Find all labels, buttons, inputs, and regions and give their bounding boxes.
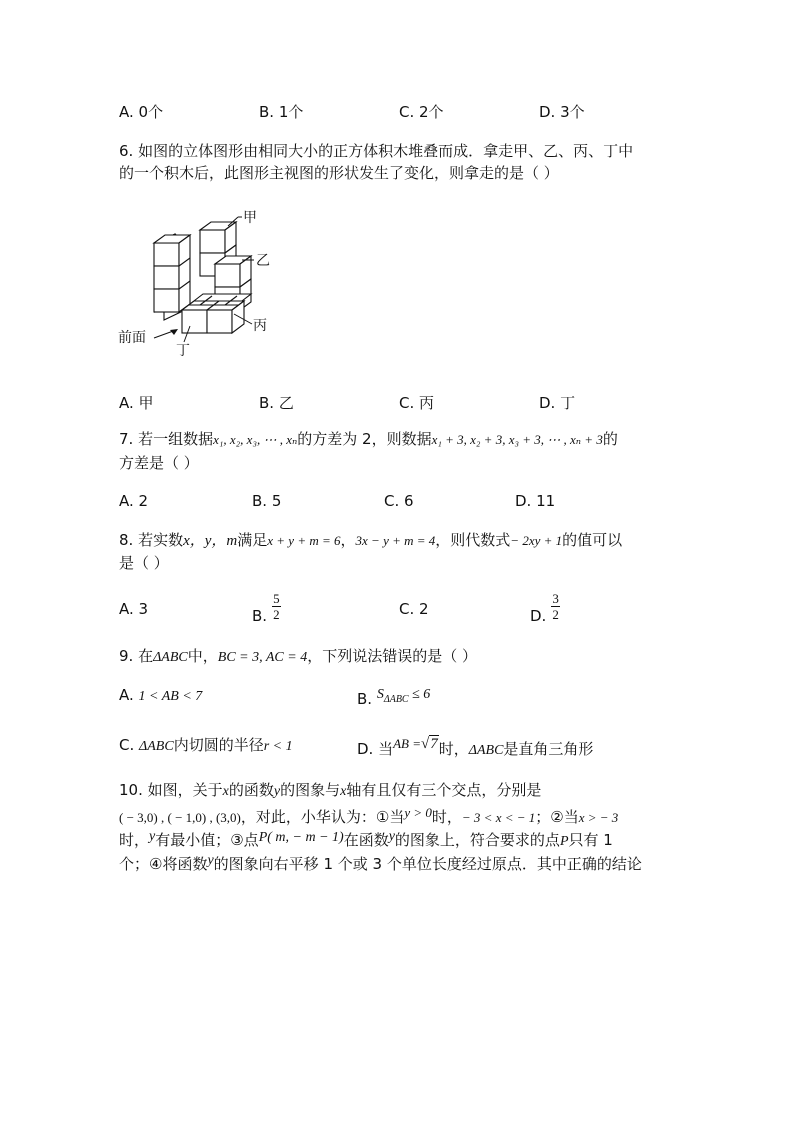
q8-mid2: ，则代数式 [435,531,511,549]
q9-condition: BC = 3, AC = 4 [217,650,308,665]
q6-option-d: D. 丁 [539,394,576,412]
q8-option-b [252,592,281,625]
left-stack-cube-top [154,243,179,266]
q8-option-b-den: 2 [273,607,280,622]
q8-option-b-fraction [272,592,281,621]
q7-data1: x₁, x₂, x₃, ⋯ , xₙ [213,432,298,447]
q10-l1a: 10. 如图，关于 [119,781,223,799]
q9-option-b-s: S [376,687,384,702]
q9-option-b-expr [376,687,431,705]
q10-l4b: 的图象向右平移 1 个或 3 个单位长度经过原点．其中正确的结论 [213,855,642,873]
q7-option-d: D. 11 [515,492,556,510]
q9-option-c [119,734,293,755]
q9-option-a [119,686,202,705]
q8-stem-line1 [119,530,622,551]
q8-option-a: A. 3 [119,600,149,618]
label-yi: 乙 [256,253,270,269]
q10-l2a: ，对此，小华认为：①当 [240,808,405,826]
q8-eq1: x + y + m = 6 [267,533,341,548]
q9-option-c-label: C. [119,736,135,754]
q10-range1: − 3 < x < − 1 [461,810,536,825]
q10-l4a: 个；④将函数 [119,855,208,873]
q9-option-a-expr: 1 < AB < 7 [138,689,203,704]
q9-option-c-text: 内切圆的半径 [173,736,264,754]
q8-option-d-label: D. [530,607,547,625]
q8-vars: x，y，m [183,533,238,549]
cube-bing-front [207,310,232,333]
q7-option-c: C. 6 [384,492,414,510]
cube-yi-front [215,264,240,287]
q10-points: ( − 3,0) , ( − 1,0) , (3,0) [119,810,241,825]
q9-option-b-rest: ≤ 6 [408,687,431,702]
q5-option-b: B. 1个 [259,103,304,121]
q9-option-d [357,736,593,759]
q6-option-b: B. 乙 [259,394,294,412]
q8-option-d-num: 3 [552,591,559,606]
q8-option-d [530,592,560,625]
label-front: 前面 [118,330,146,346]
left-stack-cube-mid [154,266,179,289]
q9-option-d-tri: ΔABC [468,743,504,758]
q5-option-d: D. 3个 [539,103,585,121]
q6-stem-line2: 的一个积木后，此图形主视图的形状发生了变化，则拿走的是（ ） [119,164,559,182]
q8-option-d-den: 2 [552,607,559,622]
q9-option-b-label: B. [357,690,373,708]
label-jia: 甲 [243,210,257,226]
q9-option-b [357,684,430,708]
q10-cond2: x > − 3 [578,810,619,825]
q7-stem-line2: 方差是（ ） [119,454,199,472]
q9-mid: 中， [187,647,218,665]
q10-l3c: 在函数 [343,831,389,849]
q10-line2 [119,803,618,828]
q9-option-c-expr: r < 1 [263,739,293,754]
q8-option-d-fraction [551,592,560,621]
q10-line4 [119,851,642,874]
q8-stem-line2: 是（ ） [119,554,169,572]
q10-l1c: 的图象与 [280,781,341,799]
q10-line3 [119,827,613,852]
q10-l2b: 时， [431,808,462,826]
q9-prefix: 9. 在 [119,647,154,665]
q9-option-d-end: 是直角三角形 [503,740,594,758]
q10-cond1: y > 0 [404,805,432,820]
q9-option-d-ab: AB = [393,736,421,751]
label-ding: 丁 [176,343,190,359]
q7-option-b: B. 5 [252,492,282,510]
q10-l3d: 的图象上，符合要求的点 [394,831,560,849]
q10-x1: x [222,784,229,799]
q8-eq2: 3x − y + m = 4 [355,533,436,548]
q10-l3b: 有最小值；③点 [155,831,259,849]
q7-suffix: 的 [602,430,618,448]
q9-stem [119,646,477,668]
q9-triangle: ΔABC [153,650,188,665]
q10-l1b: 的函数 [228,781,274,799]
q9-option-b-sub: ΔABC [383,693,409,705]
q9-option-d-radicand: 7 [430,736,438,752]
q10-x2: x [340,784,347,799]
q6-stem-line1: 6. 如图的立体图形由相同大小的正方体积木堆叠而成．拿走甲、乙、丙、丁中 [119,142,634,160]
q8-mid: 满足 [237,531,268,549]
q8-prefix: 8. 若实数 [119,531,184,549]
q9-suffix: ，下列说法错误的是（ ） [307,647,477,665]
q8-option-c: C. 2 [399,600,429,618]
q10-l2c: ；②当 [535,808,579,826]
q9-option-d-sqrt: √7 [421,736,438,752]
q9-option-c-tri: ΔABC [139,739,174,754]
q8-suffix: 的值可以 [562,531,623,549]
left-stack-cube-bot [154,289,179,312]
q10-y4: y [207,853,214,868]
q7-mid: 的方差为 2，则数据 [297,430,432,448]
q8-option-b-label: B. [252,607,268,625]
q7-data2: x₁ + 3, x₂ + 3, x₃ + 3, ⋯ , xₙ + 3 [431,432,603,447]
q10-p: P [559,834,569,849]
q5-option-a: A. 0个 [119,103,164,121]
cube-jia-front [200,230,225,253]
q9-option-d-text: 时， [438,740,469,758]
q10-point-p: P( m, − m − 1) [258,830,344,845]
q7-prefix: 7. 若一组数据 [119,430,214,448]
label-bing: 丙 [253,318,267,334]
q8-expr: − 2xy + 1 [510,533,563,548]
q10-l3e: 只有 1 [568,831,613,849]
q7-stem-line1 [119,429,618,450]
q9-option-a-label: A. [119,686,134,704]
q10-y2: y [149,829,156,844]
q10-y3: y [388,829,395,844]
q8-sep: ， [340,531,356,549]
q10-l3a: 时， [119,831,150,849]
q6-cube-figure [112,206,287,364]
q10-y1: y [273,784,281,799]
q9-option-d-label: D. 当 [357,740,394,758]
cube-ding-front [182,310,207,333]
q10-line1 [119,780,541,802]
q5-option-c: C. 2个 [399,103,444,121]
q10-l1d: 轴有且仅有三个交点，分别是 [346,781,542,799]
q7-option-a: A. 2 [119,492,149,510]
q6-option-c: C. 丙 [399,394,435,412]
q8-option-b-num: 5 [273,591,280,606]
q6-option-a: A. 甲 [119,394,154,412]
